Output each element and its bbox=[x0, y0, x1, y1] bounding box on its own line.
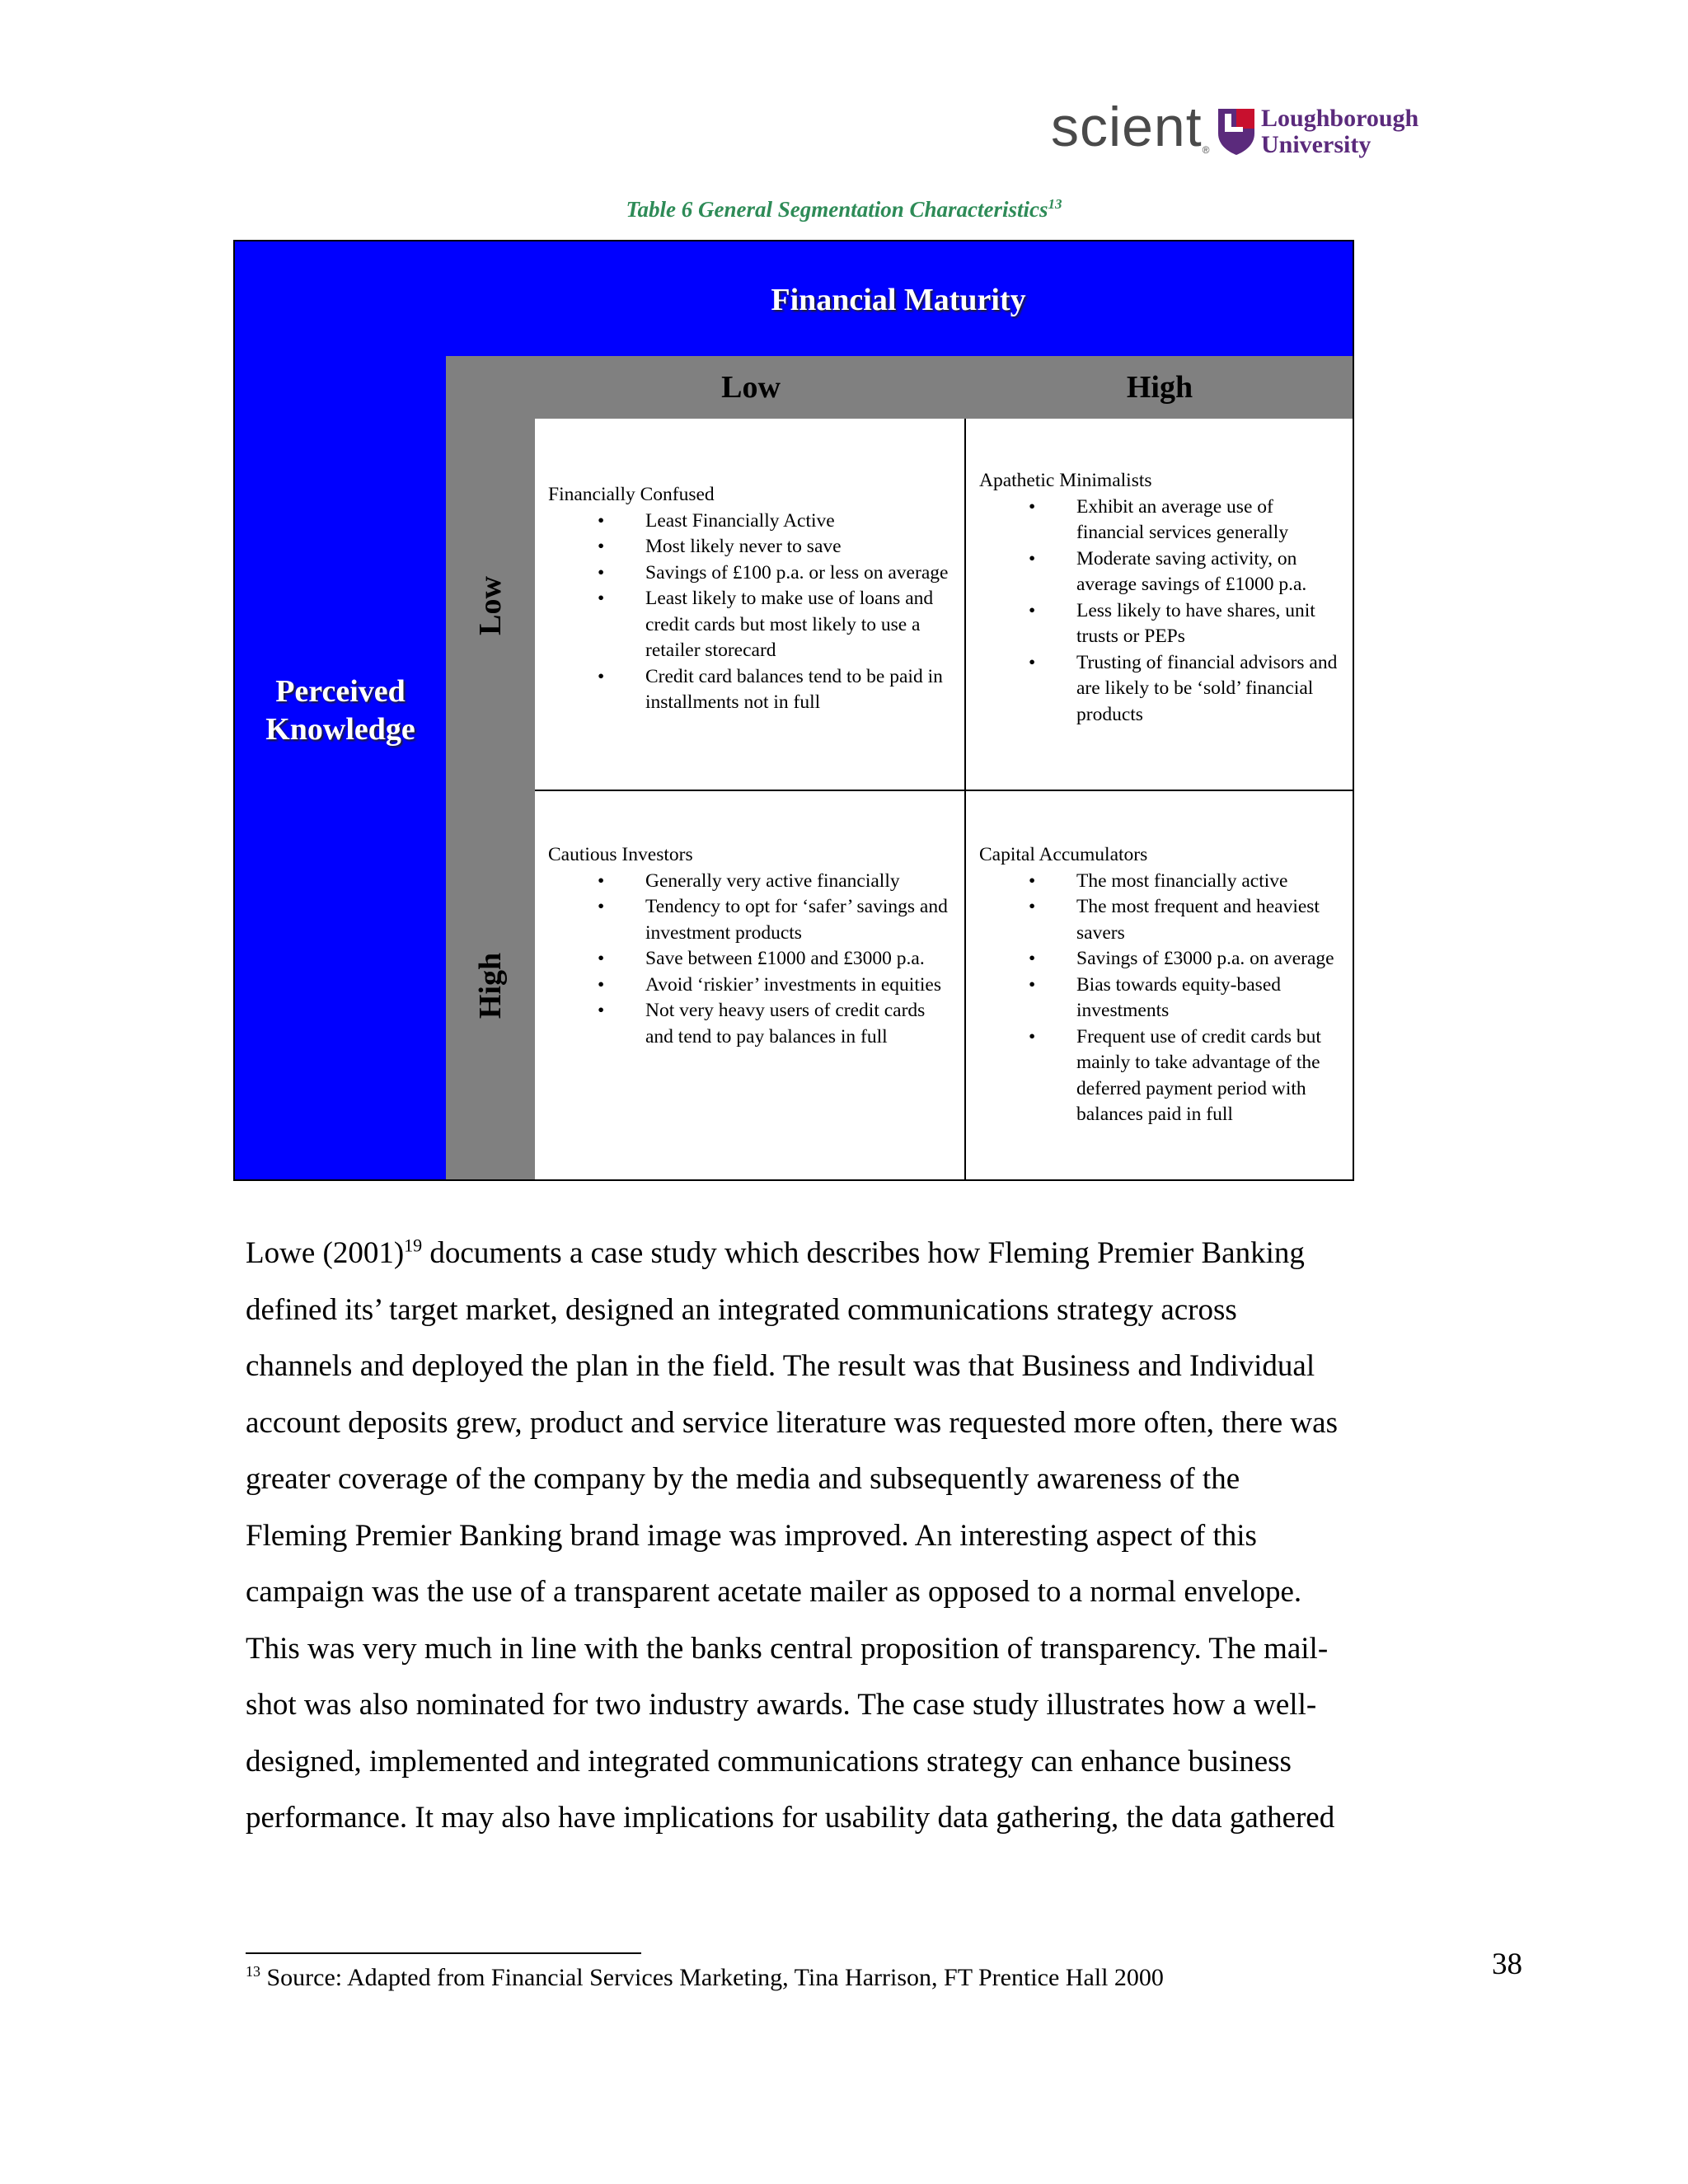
list-item: • Exhibit an average use of financial services generally bbox=[1076, 494, 1343, 546]
list-item: • Moderate saving activity, on average savings of £1000 p.a. bbox=[1076, 546, 1343, 598]
list-item: • Least likely to make use of loans and credit cards but most likely to use a retailer storecard bbox=[645, 586, 954, 664]
table-caption bbox=[0, 196, 1688, 223]
segment-title: Apathetic Minimalists bbox=[979, 470, 1152, 491]
scient-logo-text: scient bbox=[1051, 96, 1203, 158]
row-header-high: High bbox=[473, 952, 508, 1019]
body-line: greater coverage of the company by the media and subsequently awareness of the bbox=[246, 1462, 1240, 1496]
body-line: campaign was the use of a transparent acetate mailer as opposed to a normal envelope. bbox=[246, 1575, 1302, 1609]
cell-capital-accumulators bbox=[966, 791, 1353, 1179]
list-item: • Frequent use of credit cards but mainly to take advantage of the deferred payment period with balances paid in full bbox=[1076, 1024, 1343, 1128]
list-item: • Not very heavy users of credit cards and tend to pay balances in full bbox=[645, 998, 954, 1050]
university-logo-line2: University bbox=[1261, 131, 1372, 158]
list-item: • Less likely to have shares, unit trusts or PEPs bbox=[1076, 598, 1343, 650]
body-line: Fleming Premier Banking brand image was improved. An interesting aspect of this bbox=[246, 1518, 1257, 1553]
list-item: • The most financially active bbox=[1076, 869, 1343, 895]
segment-title: Financially Confused bbox=[548, 484, 715, 505]
body-line-text: documents a case study which describes how Fleming Premier Banking bbox=[429, 1236, 1305, 1270]
segment-title: Cautious Investors bbox=[548, 844, 693, 865]
loughborough-shield-icon bbox=[1218, 109, 1254, 155]
body-line: shot was also nominated for two industry awards. The case study illustrates how a well- bbox=[246, 1688, 1317, 1722]
list-item: • Savings of £3000 p.a. on average bbox=[1076, 946, 1343, 972]
university-logo-line1: Loughborough bbox=[1261, 105, 1419, 132]
page-number: 38 bbox=[1492, 1947, 1522, 1981]
list-item: • Tendency to opt for ‘safer’ savings and investment products bbox=[645, 894, 954, 946]
footnote bbox=[246, 1963, 1164, 1992]
segment-characteristics bbox=[979, 869, 1343, 1128]
table-caption-text: Table 6 General Segmentation Characteristics bbox=[626, 197, 1048, 222]
list-item: • Bias towards equity-based investments bbox=[1076, 972, 1343, 1024]
perceived-knowledge-header bbox=[235, 673, 446, 748]
scient-logo-mark: ® bbox=[1202, 144, 1211, 156]
row-header-low: Low bbox=[473, 576, 508, 635]
perceived-knowledge-line2: Knowledge bbox=[265, 712, 415, 747]
table-caption-ref: 13 bbox=[1048, 196, 1062, 212]
financial-maturity-header: Financial Maturity bbox=[771, 283, 1026, 317]
university-logo-text bbox=[1261, 105, 1418, 158]
body-paragraph bbox=[246, 1226, 1449, 1847]
footnote-divider bbox=[246, 1952, 641, 1954]
column-header-high: High bbox=[1126, 370, 1193, 405]
body-line: account deposits grew, product and service literature was requested more often, there was bbox=[246, 1405, 1338, 1440]
body-line: This was very much in line with the banks central proposition of transparency. The mail- bbox=[246, 1631, 1329, 1666]
segment-characteristics bbox=[979, 494, 1343, 729]
body-line bbox=[246, 1226, 1449, 1282]
list-item: • Generally very active financially bbox=[645, 869, 954, 895]
column-header-low: Low bbox=[721, 370, 781, 405]
cell-apathetic-minimalists bbox=[966, 419, 1353, 791]
citation-lead: Lowe (2001) bbox=[246, 1236, 405, 1270]
body-line: channels and deployed the plan in the field. The result was that Business and Individual bbox=[246, 1349, 1315, 1383]
footnote-ref: 13 bbox=[246, 1963, 260, 1980]
segment-characteristics bbox=[548, 869, 954, 1051]
cell-financially-confused bbox=[535, 419, 966, 791]
list-item: • Credit card balances tend to be paid in installments not in full bbox=[645, 664, 954, 716]
list-item: • Save between £1000 and £3000 p.a. bbox=[645, 946, 954, 972]
list-item: • Trusting of financial advisors and are likely to be ‘sold’ financial products bbox=[1076, 650, 1343, 729]
segment-title: Capital Accumulators bbox=[979, 844, 1148, 865]
list-item: • The most frequent and heaviest savers bbox=[1076, 894, 1343, 946]
body-line: designed, implemented and integrated communications strategy can enhance business bbox=[246, 1744, 1292, 1779]
list-item: • Least Financially Active bbox=[645, 509, 954, 535]
perceived-knowledge-line1: Perceived bbox=[275, 674, 406, 709]
list-item: • Avoid ‘riskier’ investments in equities bbox=[645, 972, 954, 999]
footnote-text: Source: Adapted from Financial Services Marketing, Tina Harrison, FT Prentice Hall 2000 bbox=[266, 1964, 1164, 1991]
list-item: • Savings of £100 p.a. or less on average bbox=[645, 560, 954, 587]
cell-cautious-investors bbox=[535, 791, 966, 1179]
scient-logo bbox=[1051, 96, 1211, 158]
list-item: • Most likely never to save bbox=[645, 534, 954, 560]
citation-ref: 19 bbox=[404, 1235, 423, 1256]
body-line: defined its’ target market, designed an integrated communications strategy across bbox=[246, 1292, 1237, 1327]
body-line: performance. It may also have implications for usability data gathering, the data gathered bbox=[246, 1801, 1335, 1835]
segment-characteristics bbox=[548, 509, 954, 716]
